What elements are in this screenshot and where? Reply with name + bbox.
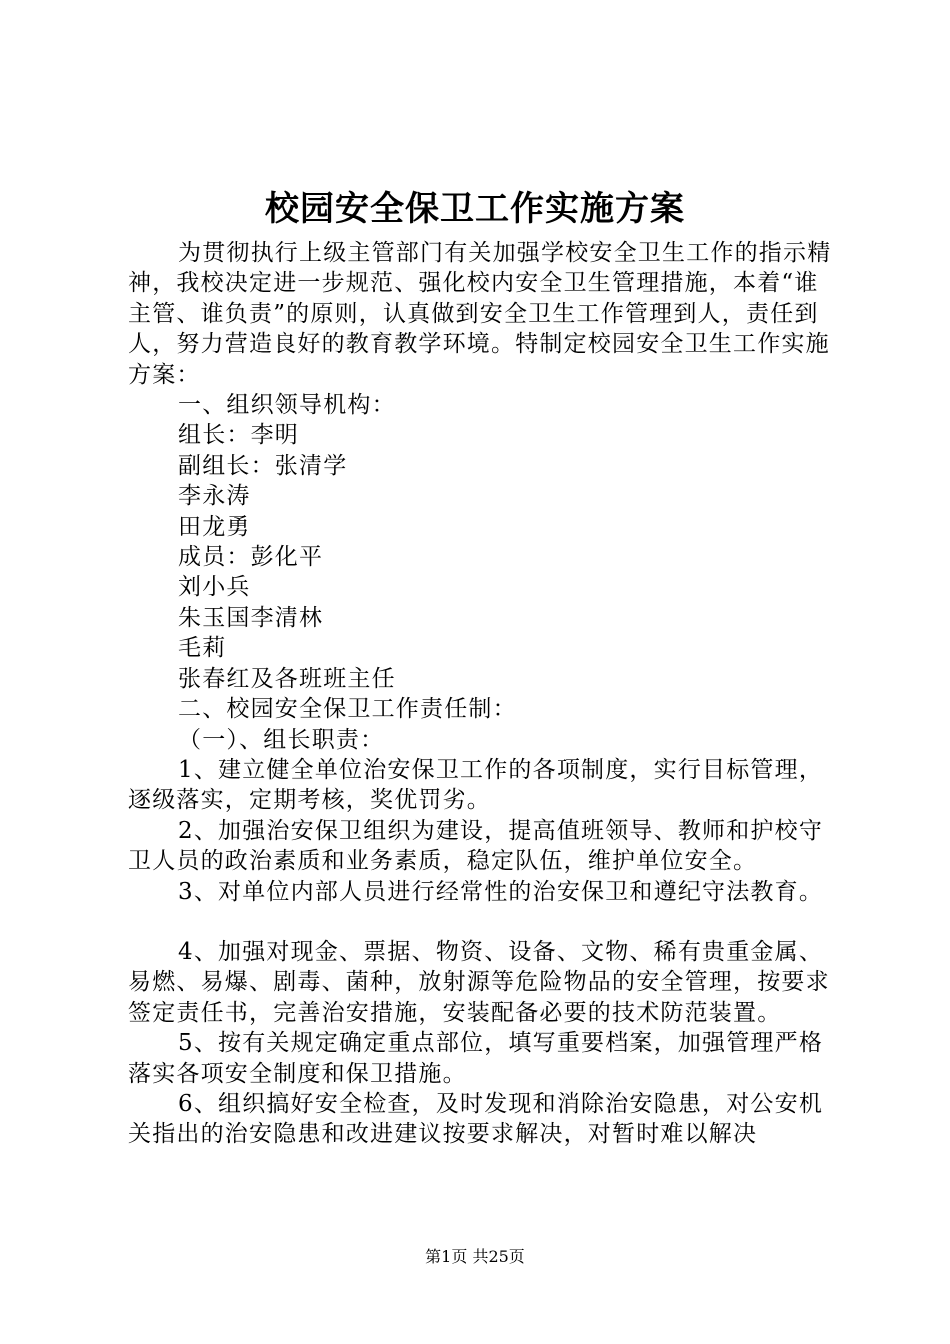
section-heading-1: 一、组织领导机构： (178, 392, 396, 419)
deputy-leader-line: 副组长：张清学 (178, 452, 348, 479)
paragraph-spacer (128, 907, 840, 937)
numbered-item: 5、按有关规定确定重点部位，填写重要档案，加强管理严格落实各项安全制度和保卫措施。 (128, 1030, 824, 1087)
numbered-item: 1、建立健全单位治安保卫工作的各项制度，实行目标管理，逐级落实，定期考核，奖优罚劣。 (128, 756, 824, 814)
numbered-item: 6、组织搞好安全检查，及时发现和消除治安隐患，对公安机关指出的治安隐患和改进建议按要求解决，对暂时难以解决 (128, 1090, 824, 1148)
numbered-item: 4、加强对现金、票据、物资、设备、文物、稀有贵重金属、易燃、易爆、剧毒、菌种，放射源等危险物品的安全管理，按要求签定责任书，完善治安措施，安装配备必要的技术防范装置。 (128, 938, 830, 1026)
deputy-name-line: 田龙勇 (178, 513, 251, 540)
deputy-name-line: 李永涛 (178, 483, 251, 510)
section-heading-2: 二、校园安全保卫工作责任制： (178, 696, 517, 723)
subsection-heading: （一）、组长职责： (178, 726, 385, 753)
member-name-line: 朱玉国李清林 (178, 604, 324, 631)
leader-line: 组长：李明 (178, 422, 299, 449)
numbered-item: 2、加强治安保卫组织为建设，提高值班领导、教师和护校守卫人员的政治素质和业务素质，稳定队伍，维护单位安全。 (128, 817, 824, 875)
paragraph-intro: 为贯彻执行上级主管部门有关加强学校安全卫生工作的指示精神，我校决定进一步规范、强化校内安全卫生管理措施，本着“谁主管、谁负责”的原则，认真做到安全卫生工作管理到人，责任到人，努力营造良好的教育教学环境。特制定校园安全卫生工作实施方案： (128, 240, 832, 388)
numbered-item: 3、对单位内部人员进行经常性的治安保卫和遵纪守法教育。 (178, 878, 824, 905)
member-name-line: 张春红及各班班主任 (178, 665, 396, 692)
member-name-line: 毛莉 (178, 635, 227, 662)
members-line: 成员：彭化平 (178, 544, 324, 571)
document-title: 校园安全保卫工作实施方案 (265, 189, 685, 229)
page-number-footer: 第1页 共25页 (425, 1247, 525, 1266)
document-body (128, 238, 840, 1150)
member-name-line: 刘小兵 (178, 574, 251, 601)
